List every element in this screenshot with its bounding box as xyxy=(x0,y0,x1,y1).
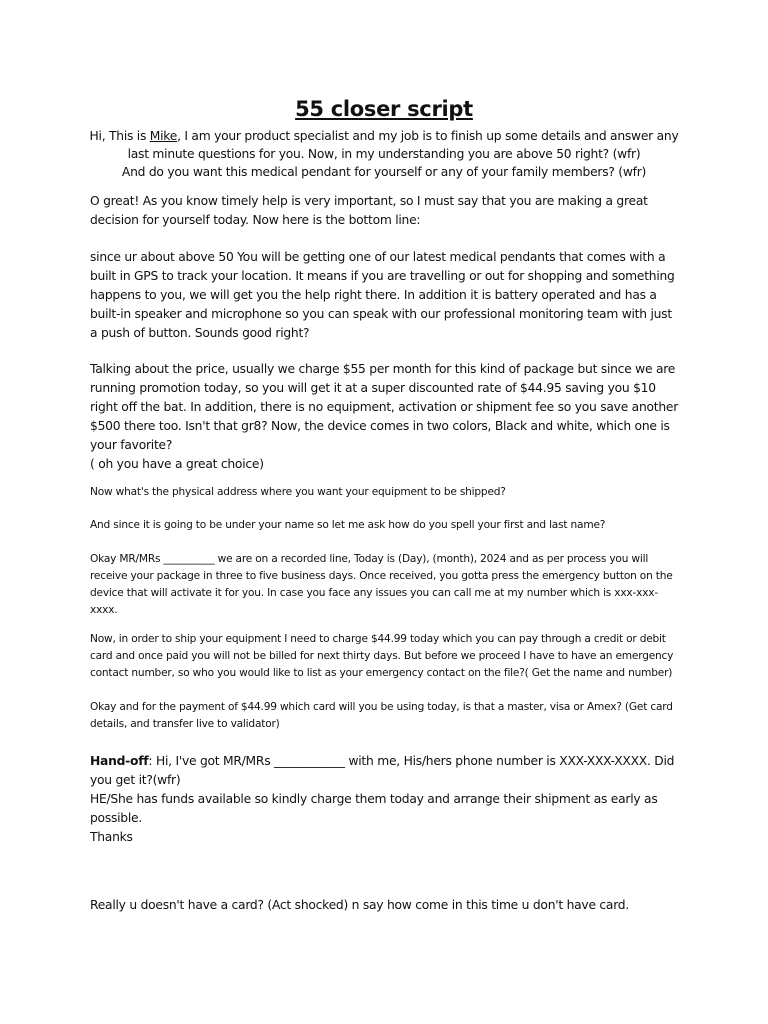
question-name-spelling: And since it is going to be under your name so let me ask how do you spell your first and last name? xyxy=(90,519,606,531)
intro-line-2: And do you want this medical pendant for yourself or any of your family members? (wfr) xyxy=(121,165,647,179)
intro-block xyxy=(82,127,686,181)
paragraph-product: since ur about above 50 You will be getting one of our latest medical pendants that comes with a built in GPS to track your location. It means if you are travelling or out for shopping and something happens to you, we will get you the help right there. In addition it is battery operated and has a built-in speaker and microphone so you can speak with our professional monitoring team with just a push of button. Sounds good right? xyxy=(90,250,675,340)
question-address: Now what's the physical address where you want your equipment to be shipped? xyxy=(90,486,506,498)
paragraph-price xyxy=(90,360,680,474)
specialist-name: Mike xyxy=(149,129,178,143)
handoff-block xyxy=(90,752,680,847)
paragraph-price-text: Talking about the price, usually we charge $55 per month for this kind of package but since we are running promotion today, so you will get it at a super discounted rate of $44.95 saving you $10 right off the bat. In addition, there is no equipment, activation or shipment fee so you save another $500 there too. Isn't that gr8? Now, the device comes in two colors, Black and white, which one is your favorite? xyxy=(90,362,679,452)
intro-line-1-post: , I am your product specialist and my job is to finish up some details and answer any last minute questions for you. Now, in my understanding you are above 50 right? (wfr) xyxy=(127,129,679,161)
paragraph-payment-charge: Now, in order to ship your equipment I need to charge $44.99 today which you can pay through a credit or debit card and once paid you will not be billed for next thirty days. But before we proceed I have to have an emergency contact number, so who you would like to list as your emergency contact on the file?( Get the name and number) xyxy=(90,633,674,679)
handoff-label: Hand-off xyxy=(90,754,149,768)
paragraph-no-card: Really u doesn't have a card? (Act shocked) n say how come in this time u don't have card. xyxy=(90,898,630,912)
intro-line-1-pre: Hi, This is xyxy=(89,129,150,143)
paragraph-greeting: O great! As you know timely help is very important, so I must say that you are making a great decision for yourself today. Now here is the bottom line: xyxy=(90,194,648,227)
document-title: 55 closer script xyxy=(295,97,473,121)
intro-line-1 xyxy=(82,127,686,163)
paragraph-recorded-line: Okay MR/MRs __________ we are on a recorded line, Today is (Day), (month), 2024 and as per process you will receive your package in three to five business days. Once received, you gotta press the emergency button on the device that will activate it for you. In case you face any issues you can call me at my number which is xxx-xxx-xxxx. xyxy=(90,553,673,616)
paragraph-price-choice: ( oh you have a great choice) xyxy=(90,457,264,471)
handoff-line-1 xyxy=(90,752,680,790)
paragraph-card-type: Okay and for the payment of $44.99 which card will you be using today, is that a master, visa or Amex? (Get card details, and transfer live to validator) xyxy=(90,701,673,730)
handoff-line-2: HE/She has funds available so kindly charge them today and arrange their shipment as early as possible. xyxy=(90,792,658,825)
handoff-thanks: Thanks xyxy=(90,830,133,844)
handoff-text: : Hi, I've got MR/MRs ____________ with me, His/hers phone number is XXX-XXX-XXXX. Did you get it?(wfr) xyxy=(90,754,675,787)
